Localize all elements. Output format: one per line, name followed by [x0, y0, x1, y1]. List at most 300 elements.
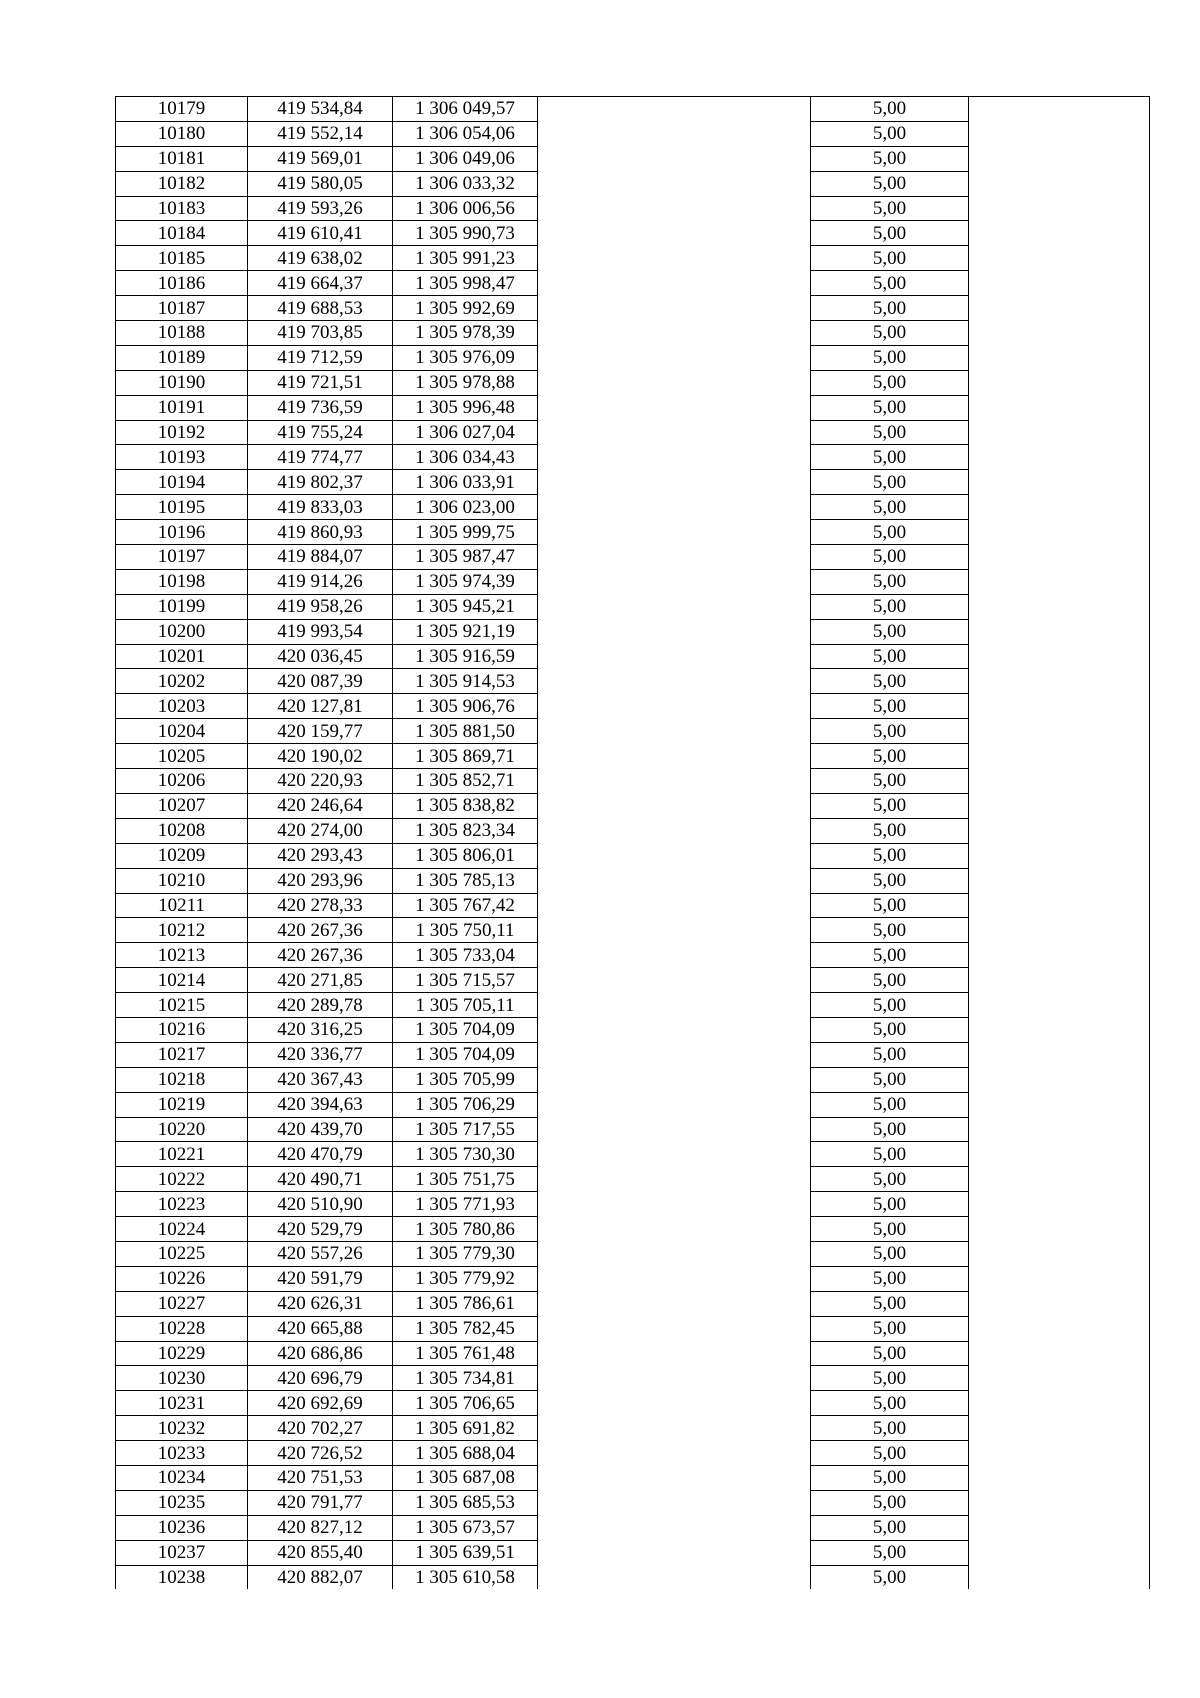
point-number-cell: 10213 — [116, 943, 248, 968]
x-coordinate-cell: 420 036,45 — [248, 644, 393, 669]
point-number-cell: 10220 — [116, 1117, 248, 1142]
y-coordinate-cell: 1 305 705,11 — [393, 993, 538, 1018]
x-coordinate-cell: 420 855,40 — [248, 1540, 393, 1565]
point-number-cell: 10180 — [116, 121, 248, 146]
y-coordinate-cell: 1 306 034,43 — [393, 445, 538, 470]
value-cell: 5,00 — [811, 943, 969, 968]
x-coordinate-cell: 420 529,79 — [248, 1217, 393, 1242]
y-coordinate-cell: 1 305 779,92 — [393, 1266, 538, 1291]
point-number-cell: 10219 — [116, 1092, 248, 1117]
empty-cell — [969, 619, 1150, 644]
table-row — [116, 769, 1150, 794]
point-number-cell: 10208 — [116, 818, 248, 843]
value-cell: 5,00 — [811, 97, 969, 122]
value-cell: 5,00 — [811, 1192, 969, 1217]
empty-cell — [969, 1391, 1150, 1416]
x-coordinate-cell: 419 580,05 — [248, 171, 393, 196]
table-row — [116, 1515, 1150, 1540]
point-number-cell: 10193 — [116, 445, 248, 470]
x-coordinate-cell: 420 220,93 — [248, 769, 393, 794]
empty-cell — [538, 1017, 811, 1042]
empty-cell — [538, 1167, 811, 1192]
empty-cell — [969, 1316, 1150, 1341]
empty-cell — [538, 1291, 811, 1316]
empty-cell — [538, 719, 811, 744]
value-cell: 5,00 — [811, 1391, 969, 1416]
y-coordinate-cell: 1 305 921,19 — [393, 619, 538, 644]
empty-cell — [969, 594, 1150, 619]
value-cell: 5,00 — [811, 520, 969, 545]
point-number-cell: 10230 — [116, 1366, 248, 1391]
empty-cell — [969, 146, 1150, 171]
empty-cell — [969, 569, 1150, 594]
table-row — [116, 1042, 1150, 1067]
table-row — [116, 1192, 1150, 1217]
value-cell: 5,00 — [811, 918, 969, 943]
table-row — [116, 495, 1150, 520]
value-cell: 5,00 — [811, 1565, 969, 1589]
point-number-cell: 10215 — [116, 993, 248, 1018]
x-coordinate-cell: 419 552,14 — [248, 121, 393, 146]
empty-cell — [538, 1391, 811, 1416]
value-cell: 5,00 — [811, 818, 969, 843]
value-cell: 5,00 — [811, 1042, 969, 1067]
point-number-cell: 10221 — [116, 1142, 248, 1167]
value-cell: 5,00 — [811, 968, 969, 993]
empty-cell — [538, 196, 811, 221]
point-number-cell: 10190 — [116, 370, 248, 395]
value-cell: 5,00 — [811, 395, 969, 420]
empty-cell — [538, 146, 811, 171]
point-number-cell: 10237 — [116, 1540, 248, 1565]
y-coordinate-cell: 1 306 049,06 — [393, 146, 538, 171]
point-number-cell: 10235 — [116, 1490, 248, 1515]
point-number-cell: 10184 — [116, 221, 248, 246]
empty-cell — [969, 370, 1150, 395]
y-coordinate-cell: 1 305 691,82 — [393, 1416, 538, 1441]
empty-cell — [969, 1540, 1150, 1565]
empty-cell — [969, 1416, 1150, 1441]
y-coordinate-cell: 1 305 705,99 — [393, 1067, 538, 1092]
table-row — [116, 97, 1150, 122]
table-row — [116, 1391, 1150, 1416]
y-coordinate-cell: 1 306 023,00 — [393, 495, 538, 520]
empty-cell — [969, 818, 1150, 843]
table-row — [116, 271, 1150, 296]
x-coordinate-cell: 420 190,02 — [248, 744, 393, 769]
table-row — [116, 1490, 1150, 1515]
x-coordinate-cell: 420 246,64 — [248, 793, 393, 818]
table-row — [116, 918, 1150, 943]
empty-cell — [969, 545, 1150, 570]
y-coordinate-cell: 1 305 786,61 — [393, 1291, 538, 1316]
empty-cell — [969, 1117, 1150, 1142]
y-coordinate-cell: 1 305 750,11 — [393, 918, 538, 943]
point-number-cell: 10191 — [116, 395, 248, 420]
empty-cell — [538, 1316, 811, 1341]
point-number-cell: 10218 — [116, 1067, 248, 1092]
empty-cell — [538, 694, 811, 719]
empty-cell — [538, 1441, 811, 1466]
x-coordinate-cell: 420 274,00 — [248, 818, 393, 843]
x-coordinate-cell: 419 958,26 — [248, 594, 393, 619]
empty-cell — [538, 594, 811, 619]
value-cell: 5,00 — [811, 1515, 969, 1540]
table-row — [116, 1341, 1150, 1366]
point-number-cell: 10234 — [116, 1465, 248, 1490]
table-row — [116, 868, 1150, 893]
y-coordinate-cell: 1 305 806,01 — [393, 843, 538, 868]
empty-cell — [538, 271, 811, 296]
table-row — [116, 1017, 1150, 1042]
empty-cell — [969, 644, 1150, 669]
x-coordinate-cell: 419 736,59 — [248, 395, 393, 420]
table-row — [116, 420, 1150, 445]
x-coordinate-cell: 419 534,84 — [248, 97, 393, 122]
y-coordinate-cell: 1 305 687,08 — [393, 1465, 538, 1490]
table-row — [116, 793, 1150, 818]
empty-cell — [538, 321, 811, 346]
value-cell: 5,00 — [811, 171, 969, 196]
y-coordinate-cell: 1 305 978,88 — [393, 370, 538, 395]
y-coordinate-cell: 1 306 006,56 — [393, 196, 538, 221]
point-number-cell: 10207 — [116, 793, 248, 818]
value-cell: 5,00 — [811, 1291, 969, 1316]
empty-cell — [538, 993, 811, 1018]
empty-cell — [538, 868, 811, 893]
table-row — [116, 744, 1150, 769]
y-coordinate-cell: 1 305 706,65 — [393, 1391, 538, 1416]
table-row — [116, 1241, 1150, 1266]
y-coordinate-cell: 1 306 027,04 — [393, 420, 538, 445]
table-row — [116, 196, 1150, 221]
table-row — [116, 221, 1150, 246]
value-cell: 5,00 — [811, 1490, 969, 1515]
empty-cell — [969, 1067, 1150, 1092]
empty-cell — [969, 719, 1150, 744]
empty-cell — [969, 520, 1150, 545]
y-coordinate-cell: 1 305 761,48 — [393, 1341, 538, 1366]
value-cell: 5,00 — [811, 146, 969, 171]
empty-cell — [538, 296, 811, 321]
x-coordinate-cell: 419 884,07 — [248, 545, 393, 570]
y-coordinate-cell: 1 305 717,55 — [393, 1117, 538, 1142]
table-row — [116, 1540, 1150, 1565]
value-cell: 5,00 — [811, 719, 969, 744]
empty-cell — [969, 694, 1150, 719]
table-row — [116, 1117, 1150, 1142]
point-number-cell: 10199 — [116, 594, 248, 619]
empty-cell — [969, 993, 1150, 1018]
x-coordinate-cell: 420 293,43 — [248, 843, 393, 868]
value-cell: 5,00 — [811, 644, 969, 669]
y-coordinate-cell: 1 305 978,39 — [393, 321, 538, 346]
y-coordinate-cell: 1 305 785,13 — [393, 868, 538, 893]
x-coordinate-cell: 420 882,07 — [248, 1565, 393, 1589]
table-row — [116, 1142, 1150, 1167]
point-number-cell: 10223 — [116, 1192, 248, 1217]
point-number-cell: 10226 — [116, 1266, 248, 1291]
value-cell: 5,00 — [811, 370, 969, 395]
value-cell: 5,00 — [811, 321, 969, 346]
value-cell: 5,00 — [811, 545, 969, 570]
empty-cell — [538, 370, 811, 395]
point-number-cell: 10201 — [116, 644, 248, 669]
point-number-cell: 10232 — [116, 1416, 248, 1441]
x-coordinate-cell: 420 278,33 — [248, 893, 393, 918]
table-row — [116, 619, 1150, 644]
table-row — [116, 1217, 1150, 1242]
value-cell: 5,00 — [811, 1241, 969, 1266]
y-coordinate-cell: 1 305 881,50 — [393, 719, 538, 744]
y-coordinate-cell: 1 305 780,86 — [393, 1217, 538, 1242]
value-cell: 5,00 — [811, 495, 969, 520]
value-cell: 5,00 — [811, 1441, 969, 1466]
point-number-cell: 10206 — [116, 769, 248, 794]
table-row — [116, 370, 1150, 395]
table-row — [116, 1291, 1150, 1316]
y-coordinate-cell: 1 305 767,42 — [393, 893, 538, 918]
point-number-cell: 10192 — [116, 420, 248, 445]
point-number-cell: 10189 — [116, 345, 248, 370]
empty-cell — [969, 769, 1150, 794]
point-number-cell: 10236 — [116, 1515, 248, 1540]
empty-cell — [969, 445, 1150, 470]
empty-cell — [969, 196, 1150, 221]
empty-cell — [538, 1241, 811, 1266]
value-cell: 5,00 — [811, 246, 969, 271]
y-coordinate-cell: 1 305 976,09 — [393, 345, 538, 370]
value-cell: 5,00 — [811, 1316, 969, 1341]
y-coordinate-cell: 1 305 852,71 — [393, 769, 538, 794]
x-coordinate-cell: 420 267,36 — [248, 943, 393, 968]
y-coordinate-cell: 1 305 996,48 — [393, 395, 538, 420]
y-coordinate-cell: 1 305 823,34 — [393, 818, 538, 843]
y-coordinate-cell: 1 306 049,57 — [393, 97, 538, 122]
x-coordinate-cell: 420 127,81 — [248, 694, 393, 719]
empty-cell — [538, 1515, 811, 1540]
empty-cell — [538, 1416, 811, 1441]
value-cell: 5,00 — [811, 1266, 969, 1291]
empty-cell — [969, 171, 1150, 196]
empty-cell — [538, 1142, 811, 1167]
empty-cell — [969, 893, 1150, 918]
x-coordinate-cell: 419 914,26 — [248, 569, 393, 594]
table-row — [116, 968, 1150, 993]
y-coordinate-cell: 1 305 838,82 — [393, 793, 538, 818]
value-cell: 5,00 — [811, 1465, 969, 1490]
empty-cell — [538, 943, 811, 968]
empty-cell — [538, 470, 811, 495]
empty-cell — [969, 1490, 1150, 1515]
value-cell: 5,00 — [811, 1217, 969, 1242]
x-coordinate-cell: 419 610,41 — [248, 221, 393, 246]
table-row — [116, 569, 1150, 594]
table-row — [116, 395, 1150, 420]
x-coordinate-cell: 419 712,59 — [248, 345, 393, 370]
empty-cell — [969, 121, 1150, 146]
value-cell: 5,00 — [811, 1341, 969, 1366]
y-coordinate-cell: 1 305 990,73 — [393, 221, 538, 246]
empty-cell — [969, 1266, 1150, 1291]
value-cell: 5,00 — [811, 1540, 969, 1565]
point-number-cell: 10185 — [116, 246, 248, 271]
x-coordinate-cell: 420 271,85 — [248, 968, 393, 993]
x-coordinate-cell: 420 293,96 — [248, 868, 393, 893]
empty-cell — [538, 1042, 811, 1067]
table-row — [116, 1416, 1150, 1441]
point-number-cell: 10188 — [116, 321, 248, 346]
x-coordinate-cell: 420 367,43 — [248, 1067, 393, 1092]
table-row — [116, 1067, 1150, 1092]
value-cell: 5,00 — [811, 1117, 969, 1142]
empty-cell — [538, 121, 811, 146]
point-number-cell: 10205 — [116, 744, 248, 769]
x-coordinate-cell: 420 470,79 — [248, 1142, 393, 1167]
empty-cell — [538, 445, 811, 470]
empty-cell — [538, 246, 811, 271]
empty-cell — [969, 271, 1150, 296]
y-coordinate-cell: 1 306 054,06 — [393, 121, 538, 146]
value-cell: 5,00 — [811, 744, 969, 769]
point-number-cell: 10198 — [116, 569, 248, 594]
y-coordinate-cell: 1 306 033,91 — [393, 470, 538, 495]
coordinates-table-body — [116, 97, 1150, 1590]
empty-cell — [969, 345, 1150, 370]
value-cell: 5,00 — [811, 1167, 969, 1192]
empty-cell — [969, 868, 1150, 893]
x-coordinate-cell: 419 721,51 — [248, 370, 393, 395]
y-coordinate-cell: 1 305 974,39 — [393, 569, 538, 594]
empty-cell — [538, 171, 811, 196]
value-cell: 5,00 — [811, 594, 969, 619]
table-row — [116, 594, 1150, 619]
value-cell: 5,00 — [811, 196, 969, 221]
point-number-cell: 10228 — [116, 1316, 248, 1341]
value-cell: 5,00 — [811, 569, 969, 594]
table-row — [116, 1167, 1150, 1192]
x-coordinate-cell: 419 638,02 — [248, 246, 393, 271]
y-coordinate-cell: 1 305 751,75 — [393, 1167, 538, 1192]
empty-cell — [538, 1540, 811, 1565]
empty-cell — [538, 1217, 811, 1242]
value-cell: 5,00 — [811, 993, 969, 1018]
empty-cell — [538, 345, 811, 370]
x-coordinate-cell: 419 993,54 — [248, 619, 393, 644]
value-cell: 5,00 — [811, 221, 969, 246]
empty-cell — [538, 968, 811, 993]
y-coordinate-cell: 1 305 706,29 — [393, 1092, 538, 1117]
value-cell: 5,00 — [811, 694, 969, 719]
value-cell: 5,00 — [811, 868, 969, 893]
x-coordinate-cell: 420 087,39 — [248, 669, 393, 694]
empty-cell — [969, 1465, 1150, 1490]
table-row — [116, 1565, 1150, 1589]
point-number-cell: 10210 — [116, 868, 248, 893]
point-number-cell: 10212 — [116, 918, 248, 943]
x-coordinate-cell: 419 774,77 — [248, 445, 393, 470]
empty-cell — [538, 420, 811, 445]
table-row — [116, 321, 1150, 346]
x-coordinate-cell: 420 510,90 — [248, 1192, 393, 1217]
y-coordinate-cell: 1 305 945,21 — [393, 594, 538, 619]
empty-cell — [538, 221, 811, 246]
point-number-cell: 10211 — [116, 893, 248, 918]
empty-cell — [969, 744, 1150, 769]
table-row — [116, 1092, 1150, 1117]
x-coordinate-cell: 420 336,77 — [248, 1042, 393, 1067]
empty-cell — [969, 1217, 1150, 1242]
point-number-cell: 10200 — [116, 619, 248, 644]
x-coordinate-cell: 420 557,26 — [248, 1241, 393, 1266]
empty-cell — [538, 1266, 811, 1291]
empty-cell — [969, 1241, 1150, 1266]
empty-cell — [969, 321, 1150, 346]
y-coordinate-cell: 1 305 610,58 — [393, 1565, 538, 1589]
empty-cell — [969, 395, 1150, 420]
x-coordinate-cell: 420 490,71 — [248, 1167, 393, 1192]
empty-cell — [969, 943, 1150, 968]
table-row — [116, 943, 1150, 968]
point-number-cell: 10187 — [116, 296, 248, 321]
empty-cell — [538, 669, 811, 694]
table-row — [116, 445, 1150, 470]
point-number-cell: 10196 — [116, 520, 248, 545]
table-row — [116, 1266, 1150, 1291]
empty-cell — [969, 495, 1150, 520]
point-number-cell: 10238 — [116, 1565, 248, 1589]
empty-cell — [969, 1017, 1150, 1042]
table-row — [116, 470, 1150, 495]
y-coordinate-cell: 1 305 916,59 — [393, 644, 538, 669]
table-row — [116, 545, 1150, 570]
y-coordinate-cell: 1 305 673,57 — [393, 1515, 538, 1540]
table-row — [116, 171, 1150, 196]
y-coordinate-cell: 1 305 906,76 — [393, 694, 538, 719]
empty-cell — [538, 1092, 811, 1117]
table-row — [116, 520, 1150, 545]
table-row — [116, 246, 1150, 271]
point-number-cell: 10233 — [116, 1441, 248, 1466]
point-number-cell: 10222 — [116, 1167, 248, 1192]
y-coordinate-cell: 1 305 782,45 — [393, 1316, 538, 1341]
empty-cell — [538, 918, 811, 943]
empty-cell — [538, 495, 811, 520]
point-number-cell: 10183 — [116, 196, 248, 221]
x-coordinate-cell: 419 833,03 — [248, 495, 393, 520]
value-cell: 5,00 — [811, 1142, 969, 1167]
empty-cell — [538, 1192, 811, 1217]
empty-cell — [538, 893, 811, 918]
empty-cell — [538, 1341, 811, 1366]
point-number-cell: 10229 — [116, 1341, 248, 1366]
value-cell: 5,00 — [811, 843, 969, 868]
value-cell: 5,00 — [811, 1017, 969, 1042]
x-coordinate-cell: 420 394,63 — [248, 1092, 393, 1117]
empty-cell — [538, 97, 811, 122]
y-coordinate-cell: 1 305 688,04 — [393, 1441, 538, 1466]
point-number-cell: 10204 — [116, 719, 248, 744]
x-coordinate-cell: 420 289,78 — [248, 993, 393, 1018]
x-coordinate-cell: 420 696,79 — [248, 1366, 393, 1391]
value-cell: 5,00 — [811, 470, 969, 495]
empty-cell — [538, 1067, 811, 1092]
y-coordinate-cell: 1 305 733,04 — [393, 943, 538, 968]
empty-cell — [969, 1291, 1150, 1316]
empty-cell — [538, 619, 811, 644]
point-number-cell: 10209 — [116, 843, 248, 868]
x-coordinate-cell: 420 439,70 — [248, 1117, 393, 1142]
